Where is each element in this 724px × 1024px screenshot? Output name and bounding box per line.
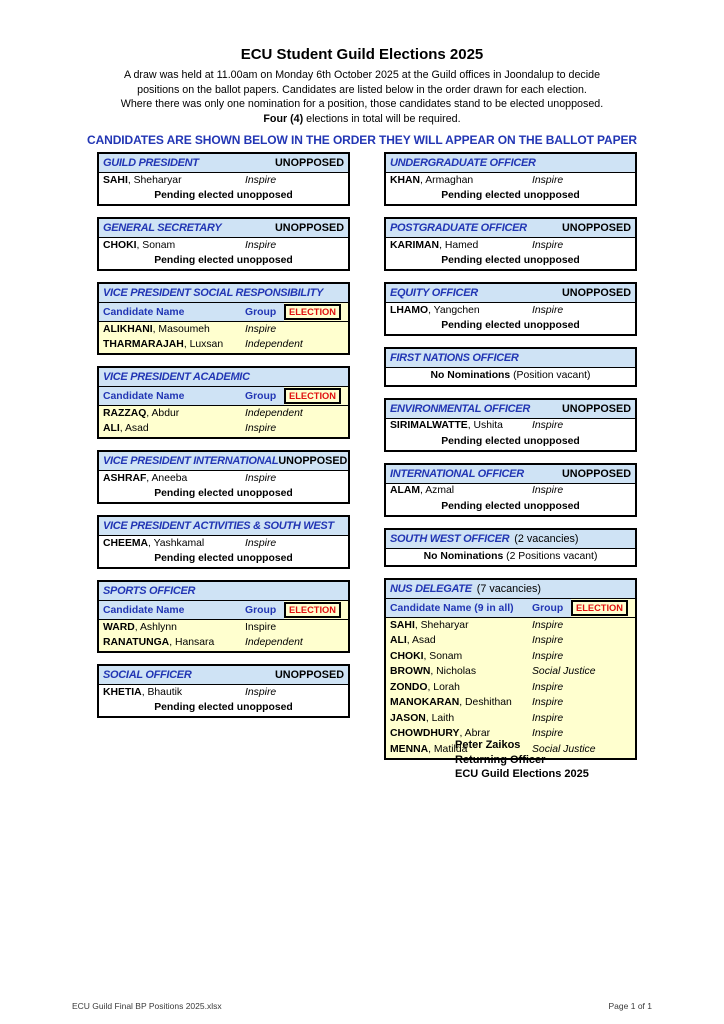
candidate-group: Inspire	[532, 239, 564, 251]
candidate-group: Inspire	[245, 686, 277, 698]
candidate-name: KHETIA, Bhautik	[103, 686, 183, 698]
pending-row: Pending elected unopposed	[441, 190, 580, 201]
candidate-name: ZONDO, Lorah	[390, 681, 460, 693]
candidate-row	[99, 422, 348, 438]
candidate-surname: CHOKI	[103, 239, 137, 251]
intro-line-3: Where there was only one nomination for a position, those candidates stand to be elected unopposed.	[120, 98, 604, 111]
pending-row: Pending elected unopposed	[441, 435, 580, 447]
box-title-row	[386, 284, 635, 303]
election-badge-wrap	[571, 599, 635, 617]
unopposed-badge: UNOPPOSED	[562, 467, 631, 480]
candidate-name-header: Candidate Name	[103, 390, 185, 402]
box-title-row	[386, 219, 635, 238]
pending-row: Pending elected unopposed	[441, 320, 580, 331]
candidate-row	[99, 636, 348, 652]
column-header-row	[99, 387, 348, 406]
box-title: GENERAL SECRETARY	[103, 222, 222, 234]
left-column	[97, 152, 350, 718]
candidate-row	[99, 338, 348, 354]
position-box	[384, 528, 637, 568]
candidate-group: Social Justice	[532, 743, 596, 755]
candidate-surname: ALIKHANI	[103, 323, 153, 335]
unopposed-badge: UNOPPOSED	[275, 669, 344, 681]
candidate-row	[386, 649, 635, 665]
candidate-name: JASON, Laith	[390, 712, 455, 724]
candidate-group: Inspire	[245, 472, 277, 484]
candidate-group: Inspire	[245, 323, 277, 335]
box-title-row	[99, 582, 348, 601]
candidate-group: Inspire	[532, 712, 564, 724]
box-title: VICE PRESIDENT ACADEMIC	[103, 371, 250, 383]
candidate-row	[99, 536, 348, 552]
unopposed-badge: UNOPPOSED	[275, 222, 344, 234]
candidate-name: THARMARAJAH, Luxsan	[103, 339, 224, 350]
column-header-row	[386, 599, 635, 618]
candidate-row	[99, 406, 348, 422]
position-box	[384, 578, 637, 760]
candidate-row	[386, 680, 635, 696]
pending-row: Pending elected unopposed	[154, 488, 293, 499]
ballot-order-banner: CANDIDATES ARE SHOWN BELOW IN THE ORDER THEY WILL APPEAR ON THE BALLOT PAPER	[87, 133, 637, 148]
position-box	[384, 217, 637, 271]
column-header-row	[99, 303, 348, 322]
candidate-name: BROWN, Nicholas	[390, 666, 477, 677]
position-box	[97, 282, 350, 355]
candidate-name-header: Candidate Name	[103, 306, 185, 318]
pending-row: Pending elected unopposed	[154, 702, 293, 713]
candidate-name: MANOKARAN, Deshithan	[390, 697, 512, 708]
candidate-name: CHOKI, Sonam	[390, 650, 463, 662]
column-header-row	[99, 601, 348, 620]
box-title-row	[386, 530, 635, 549]
pending-row: Pending elected unopposed	[154, 190, 293, 201]
box-title: SOCIAL OFFICER	[103, 669, 192, 681]
candidate-group: Inspire	[532, 650, 564, 662]
position-box	[384, 463, 637, 517]
box-title-row	[99, 666, 348, 685]
position-box	[97, 515, 350, 569]
position-box	[97, 450, 350, 504]
candidate-row	[386, 173, 635, 189]
candidate-row	[99, 173, 348, 189]
signature-name: Peter Zaikos	[455, 739, 521, 751]
signature-org: ECU Guild Elections 2025	[455, 768, 589, 781]
candidate-surname: WARD	[103, 621, 135, 633]
document-header	[0, 46, 724, 147]
candidate-name: ALIKHANI, Masoumeh	[103, 323, 210, 335]
candidate-group: Independent	[245, 339, 303, 350]
candidate-list	[386, 173, 635, 189]
candidate-list	[386, 419, 635, 435]
no-nominations-label: No Nominations	[423, 550, 504, 562]
candidate-surname: CHOKI	[390, 650, 424, 662]
box-title-row	[99, 368, 348, 387]
right-column	[384, 152, 637, 760]
candidate-name: KARIMAN, Hamed	[390, 239, 479, 251]
candidate-name: CHOWDHURY, Abrar	[390, 728, 491, 739]
candidate-name: SAHI, Sheharyar	[103, 174, 182, 186]
candidate-group: Inspire	[532, 485, 564, 496]
intro-line-1: A draw was held at 11.00am on Monday 6th October 2025 at the Guild offices in Joondalup to decide	[123, 69, 601, 81]
candidate-surname: ALI	[390, 635, 407, 646]
no-nominations-row: No Nominations (Position vacant)	[430, 370, 591, 381]
box-title-row	[386, 400, 635, 419]
candidate-group: Inspire	[245, 621, 277, 633]
candidate-group: Inspire	[532, 174, 564, 186]
position-box	[97, 152, 350, 206]
box-title-note: (7 vacancies)	[476, 583, 541, 595]
footer-page-number: Page 1 of 1	[608, 1001, 652, 1011]
box-title-row	[386, 465, 635, 484]
candidate-name: ALAM, Azmal	[390, 485, 455, 496]
candidate-list	[99, 322, 348, 353]
box-title: INTERNATIONAL OFFICER	[390, 467, 524, 480]
pending-row: Pending elected unopposed	[441, 500, 580, 512]
box-title: ENVIRONMENTAL OFFICER	[390, 402, 530, 415]
box-title: EQUITY OFFICER	[390, 287, 478, 299]
candidate-surname: ASHRAF	[103, 472, 147, 484]
candidate-row	[386, 303, 635, 319]
unopposed-badge: UNOPPOSED	[562, 222, 631, 234]
candidate-row	[386, 419, 635, 435]
candidate-surname: CHEEMA	[103, 537, 149, 549]
candidate-row	[386, 238, 635, 254]
candidate-surname: RANATUNGA	[103, 637, 170, 648]
candidate-surname: JASON	[390, 712, 426, 724]
candidate-group: Inspire	[532, 681, 564, 693]
box-title: UNDERGRADUATE OFFICER	[390, 157, 536, 169]
intro-line-2: positions on the ballot papers. Candidates are listed below in the order drawn for each election.	[137, 83, 587, 96]
candidate-group: Inspire	[532, 697, 564, 708]
box-title-row	[99, 517, 348, 536]
box-title: NUS DELEGATE	[390, 583, 472, 595]
intro-bold-fragment: Four (4)	[263, 112, 304, 125]
candidate-surname: ALI	[103, 423, 120, 434]
box-title-note: (2 vacancies)	[514, 532, 579, 545]
candidate-group: Inspire	[532, 304, 564, 316]
election-badge-wrap	[284, 303, 348, 321]
candidate-row	[386, 634, 635, 650]
election-badge: ELECTION	[571, 600, 628, 616]
candidate-group: Inspire	[245, 423, 277, 434]
candidate-group: Independent	[245, 637, 303, 648]
candidate-group: Inspire	[245, 537, 277, 549]
candidate-name: CHOKI, Sonam	[103, 239, 176, 251]
candidate-surname: MENNA	[390, 743, 429, 755]
box-title-row	[386, 349, 635, 368]
election-badge-wrap	[284, 601, 348, 619]
candidate-name: RAZZAQ, Abdur	[103, 407, 180, 419]
candidate-name: RANATUNGA, Hansara	[103, 637, 215, 648]
candidate-group: Inspire	[532, 420, 564, 431]
box-title-row	[99, 154, 348, 173]
unopposed-badge: UNOPPOSED	[278, 455, 348, 467]
candidate-row	[99, 685, 348, 701]
pending-row: Pending elected unopposed	[154, 553, 293, 564]
candidate-name: ASHRAF, Aneeba	[103, 472, 188, 484]
candidate-name: LHAMO, Yangchen	[390, 304, 480, 316]
candidate-group: Inspire	[532, 728, 564, 739]
pending-row: Pending elected unopposed	[441, 255, 580, 266]
box-title: SPORTS OFFICER	[103, 585, 196, 597]
candidate-group: Inspire	[532, 635, 564, 646]
candidate-row	[99, 620, 348, 636]
group-header: Group	[245, 306, 277, 318]
election-badge: ELECTION	[284, 602, 341, 618]
candidate-surname: SAHI	[103, 174, 128, 186]
candidate-surname: ZONDO	[390, 681, 428, 693]
candidate-row	[99, 238, 348, 254]
box-title-row	[99, 284, 348, 303]
candidate-surname: KHETIA	[103, 686, 142, 698]
candidate-surname: KHAN	[390, 174, 421, 186]
intro-tail-fragment: elections in total will be required.	[303, 112, 461, 125]
box-title: FIRST NATIONS OFFICER	[390, 352, 519, 364]
candidate-list	[99, 238, 348, 254]
candidate-list	[386, 303, 635, 319]
candidate-group: Inspire	[245, 174, 277, 186]
box-title: GUILD PRESIDENT	[103, 157, 199, 169]
candidate-row	[99, 471, 348, 487]
candidate-row	[386, 696, 635, 712]
box-title-row	[386, 154, 635, 173]
candidate-name: MENNA, Matilda	[390, 743, 468, 755]
page-title: ECU Student Guild Elections 2025	[240, 46, 484, 63]
position-box	[384, 398, 637, 452]
candidate-group: Social Justice	[532, 666, 596, 677]
candidate-list	[99, 620, 348, 651]
candidate-surname: BROWN	[390, 666, 431, 677]
position-box	[384, 152, 637, 206]
candidate-list	[99, 471, 348, 487]
position-box	[97, 664, 350, 718]
candidate-row	[386, 711, 635, 727]
no-nominations-row: No Nominations (2 Positions vacant)	[423, 550, 598, 562]
candidate-surname: SAHI	[390, 619, 415, 631]
candidate-name: KHAN, Armaghan	[390, 174, 474, 186]
candidate-list	[99, 536, 348, 552]
candidate-surname: THARMARAJAH	[103, 339, 184, 350]
box-title: SOUTH WEST OFFICER	[390, 532, 510, 545]
candidate-surname: CHOWDHURY	[390, 728, 460, 739]
unopposed-badge: UNOPPOSED	[562, 402, 631, 415]
box-title-row	[386, 580, 635, 599]
box-title: VICE PRESIDENT INTERNATIONAL	[103, 455, 279, 467]
intro-line-4	[0, 112, 724, 127]
footer-filename: ECU Guild Final BP Positions 2025.xlsx	[72, 1001, 222, 1011]
candidate-row	[386, 484, 635, 500]
election-badge: ELECTION	[284, 304, 341, 320]
candidate-list	[386, 484, 635, 500]
signature-block	[455, 738, 589, 782]
candidate-surname: SIRIMALWATTE	[390, 420, 468, 431]
candidate-list	[99, 685, 348, 701]
no-nominations-label: No Nominations	[430, 370, 511, 381]
candidate-group: Independent	[245, 407, 303, 419]
box-title: VICE PRESIDENT ACTIVITIES & SOUTH WEST	[103, 520, 334, 532]
box-title: VICE PRESIDENT SOCIAL RESPONSIBILITY	[103, 287, 324, 299]
unopposed-badge: UNOPPOSED	[275, 157, 344, 169]
candidate-name: SAHI, Sheharyar	[390, 619, 469, 631]
candidate-name: CHEEMA, Yashkamal	[103, 537, 205, 549]
position-box	[384, 347, 637, 387]
candidate-surname: ALAM	[390, 485, 421, 496]
signature-role: Returning Officer	[455, 753, 546, 766]
candidate-name-header: Candidate Name	[103, 604, 185, 616]
pending-row: Pending elected unopposed	[154, 255, 293, 266]
candidate-name: ALI, Asad	[390, 635, 436, 646]
candidate-group: Inspire	[245, 239, 277, 251]
candidate-surname: LHAMO	[390, 304, 429, 316]
candidate-row	[386, 618, 635, 634]
candidate-name: ALI, Asad	[103, 423, 149, 434]
election-badge: ELECTION	[284, 388, 341, 404]
candidate-row	[99, 322, 348, 338]
candidate-list	[99, 173, 348, 189]
unopposed-badge: UNOPPOSED	[562, 287, 631, 299]
group-header: Group	[245, 604, 277, 616]
box-title-row	[99, 452, 348, 471]
candidate-surname: RAZZAQ	[103, 407, 147, 419]
candidate-list	[386, 618, 635, 758]
position-box	[384, 282, 637, 336]
candidate-list	[99, 406, 348, 437]
position-box	[97, 366, 350, 439]
candidate-name: SIRIMALWATTE, Ushita	[390, 420, 503, 431]
position-box	[97, 217, 350, 271]
candidate-row	[386, 665, 635, 681]
position-box	[97, 580, 350, 653]
candidate-name: WARD, Ashlynn	[103, 621, 177, 633]
candidate-list	[386, 238, 635, 254]
candidate-group: Inspire	[532, 619, 564, 631]
candidate-surname: MANOKARAN	[390, 697, 460, 708]
candidate-surname: KARIMAN	[390, 239, 440, 251]
election-badge-wrap	[284, 387, 348, 405]
group-header: Group	[245, 390, 277, 402]
candidate-name-header: Candidate Name (9 in all)	[390, 602, 514, 614]
box-title: POSTGRADUATE OFFICER	[390, 222, 527, 234]
group-header: Group	[532, 602, 564, 614]
box-title-row	[99, 219, 348, 238]
